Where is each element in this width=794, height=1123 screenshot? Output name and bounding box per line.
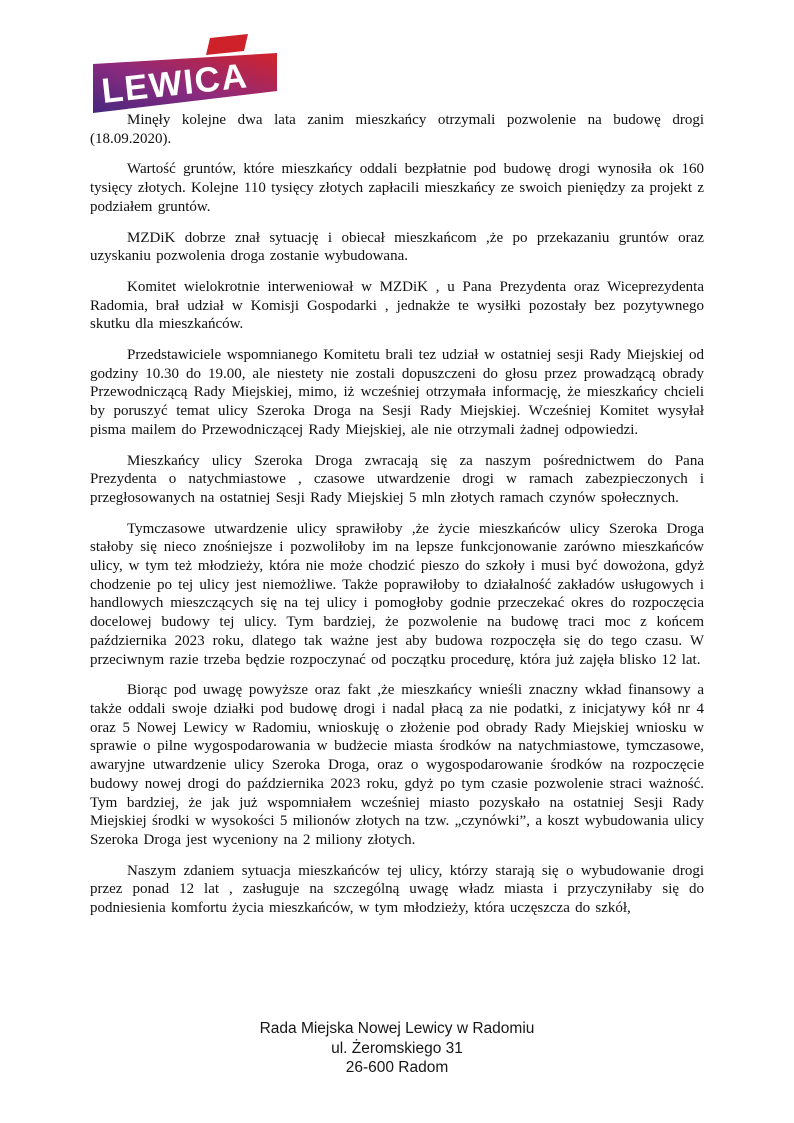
paragraph-9: Naszym zdaniem sytuacja mieszkańców tej ulicy, którzy starają się o wybudowanie drogi przez ponad 12 lat , zasługuje na szczególną uwagę władz miasta i przyczyniłaby się do podniesienia komfortu życia mieszkańców, w tym młodzieży, która uczęszcza do szkół, (90, 862, 704, 917)
paragraph-2: Wartość gruntów, które mieszkańcy oddali bezpłatnie pod budowę drogi wynosiła ok 160 tysięcy złotych. Kolejne 110 tysięcy złotych zapłacili mieszkańcy ze swoich pieniędzy za projekt z podziałem gruntów. (90, 161, 704, 215)
paragraph-6: Mieszkańcy ulicy Szeroka Droga zwracają się za naszym pośrednictwem do Pana Prezydenta o natychmiastowe , czasowe utwardzenie drogi w ramach zabezpieczonych i przegłosowanych na ostatniej Sesji Rady Miejskiej 5 mln złotych ramach czynów społecznych. (90, 452, 704, 506)
paragraph-8: Biorąc pod uwagę powyższe oraz fakt ,że mieszkańcy wnieśli znaczny wkład finansowy a także oddali swoje działki pod budowę drogi i nadal płacą za nie podatki, z inicjatywy kół nr 4 oraz 5 Nowej Lewicy w Radomiu, wnioskuję o złożenie pod obrady Rady Miejskiej wniosku w sprawie o pilne wygospodarowania w budżecie miasta środków na natychmiastowe, tymczasowe, awaryjne utwardzenie ulicy Szeroka Droga, oraz o wygospodarowanie środków na rozpoczęcie budowy nowej drogi do października 2023 roku, gdyż po tym czasie pozwolenie straci ważność. Tym bardziej, że jak już wspomniałem wcześniej miasto pozyskało na ostatniej Sesji Rady Miejskiej środki w wysokości 5 milionów złotych na tzw. „czynówki”, a koszt wybudowania ulicy Szeroka Droga jest wyceniony na 2 miliony złotych. (90, 682, 704, 848)
footer-organization: Rada Miejska Nowej Lewicy w Radomiu (259, 1020, 535, 1037)
lewica-logo-image (88, 30, 288, 122)
logo-wordmark: LEWICA (99, 56, 251, 111)
document-body (90, 111, 704, 930)
footer (0, 1019, 794, 1078)
lewica-logo (88, 30, 288, 122)
paragraph-4: Komitet wielokrotnie interweniował w MZDiK , u Pana Prezydenta oraz Wiceprezydenta Radomia, brał udział w Komisji Gospodarki , jednakże te wysiłki pozostały bez pozytywnego skutku dla mieszkańców. (90, 278, 704, 333)
paragraph-1: Minęły kolejne dwa lata zanim mieszkańcy otrzymali pozwolenie na budowę drogi (18.09.2020). (90, 112, 704, 147)
paragraph-5: Przedstawiciele wspomnianego Komitetu brali tez udział w ostatniej sesji Rady Miejskiej od godziny 10.30 do 19.00, ale niestety nie zostali dopuszczeni do głosu przez prowadzącą obrady Przewodniczącą Rady Miejskiej, mimo, iż wcześniej otrzymała informację, że mieszkańcy chcieli by poruszyć temat ulicy Szeroka Droga na Sesji Rady Miejskiej. Wcześniej Komitet wysyłał pisma mailem do Przewodniczącej Rady Miejskiej, ale nie otrzymali żadnej odpowiedzi. (90, 347, 704, 438)
paragraph-7: Tymczasowe utwardzenie ulicy sprawiłoby ,że życie mieszkańców ulicy Szeroka Droga stałoby się nieco znośniejsze i pozwoliłoby im na lepsze funkcjonowanie zarówno mieszkańców ulicy, w tym też młodzieży, która nie może chodzić pieszo do szkoły i musi być dowożona, gdyż chodzenie po tej ulicy jest niemożliwe. Także poprawiłoby to działalność zakładów usługowych i handlowych mieszczących się na tej ulicy i pomogłoby godnie przeczekać okres do rozpoczęcia docelowej budowy tej ulicy. Tym bardziej, że pozwolenie na budowę traci moc z końcem października 2023 roku, dlatego tak ważne jest aby budowa rozpoczęła się do tego czasu. W przeciwnym razie trzeba będzie rozpoczynać od początku procedurę, która już zajęła blisko 12 lat. (90, 520, 704, 668)
footer-street: ul. Żeromskiego 31 (331, 1039, 463, 1057)
footer-city: 26-600 Radom (345, 1059, 449, 1076)
logo-corner-flag-shape (206, 34, 248, 55)
paragraph-3: MZDiK dobrze znał sytuację i obiecał mieszkańcom ,że po przekazaniu gruntów oraz uzyskaniu pozwolenia droga zostanie wybudowana. (90, 229, 704, 265)
